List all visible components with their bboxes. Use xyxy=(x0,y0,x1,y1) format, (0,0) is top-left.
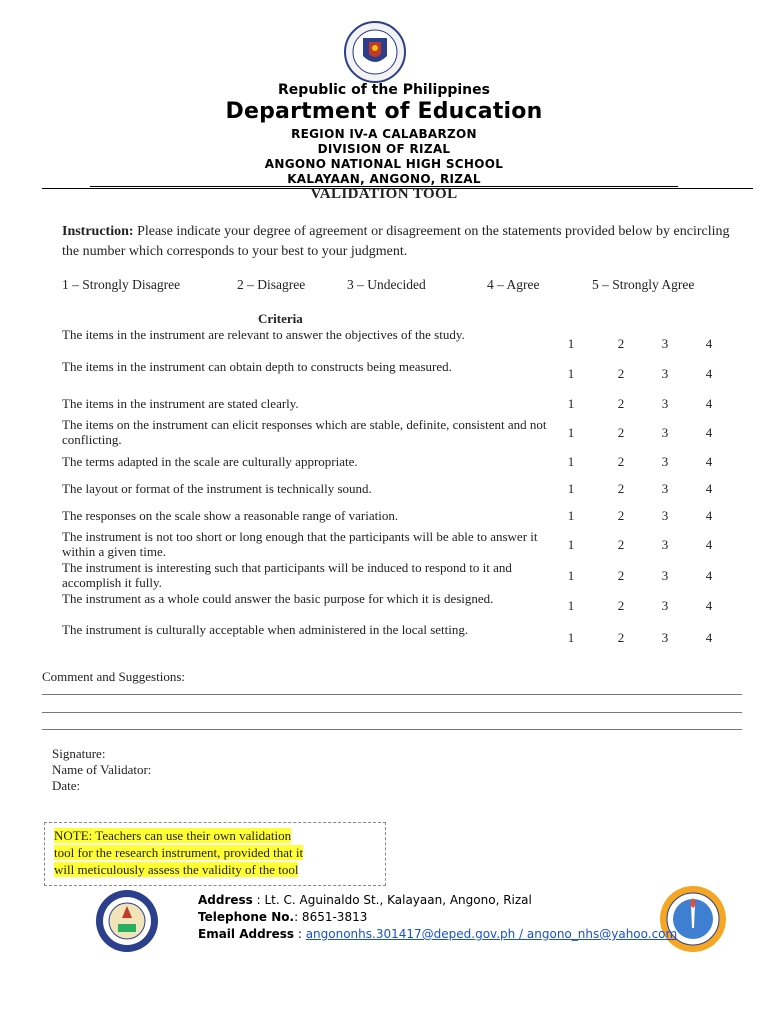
rating-option[interactable]: 2 xyxy=(617,598,625,613)
signature-label: Signature: xyxy=(52,746,106,761)
rating-option[interactable]: 3 xyxy=(661,454,669,469)
rating-option[interactable]: 1 xyxy=(567,396,575,411)
rating-option[interactable]: 2 xyxy=(617,425,625,440)
rating-option[interactable]: 2 xyxy=(617,630,625,645)
rizal-seal xyxy=(658,884,728,954)
rating-option[interactable]: 4 xyxy=(705,568,713,583)
rating-option[interactable]: 4 xyxy=(705,508,713,523)
rating-option[interactable]: 4 xyxy=(705,454,713,469)
criterion-6: The layout or format of the instrument is technically sound. xyxy=(62,481,372,496)
criterion-4: The items on the instrument can elicit responses which are stable, definite, consistent and not conflicting. xyxy=(62,417,547,447)
criterion-2: The items in the instrument can obtain depth to constructs being measured. xyxy=(62,359,452,374)
comment-line[interactable] xyxy=(42,729,742,730)
scale-strongly-agree: 5 – Strongly Agree xyxy=(592,277,695,292)
school-heading: ANGONO NATIONAL HIGH SCHOOL xyxy=(264,157,504,171)
criterion-9: The instrument is interesting such that participants will be induced to respond to it and accomplish it fully. xyxy=(62,560,512,590)
email-link[interactable]: angononhs.301417@deped.gov.ph / angono_nhs@yahoo.com xyxy=(305,927,678,941)
note-text xyxy=(54,827,384,878)
rating-option[interactable]: 2 xyxy=(617,366,625,381)
note-line-1: NOTE: Teachers can use their own validation xyxy=(54,828,292,843)
rating-option[interactable]: 4 xyxy=(705,481,713,496)
form-title: VALIDATION TOOL xyxy=(310,186,458,202)
validator-label: Name of Validator: xyxy=(52,762,152,777)
note-line-2: tool for the research instrument, provided that it xyxy=(54,845,304,860)
rating-option[interactable]: 2 xyxy=(617,508,625,523)
rating-option[interactable]: 1 xyxy=(567,508,575,523)
scale-disagree: 2 – Disagree xyxy=(237,277,306,292)
rating-option[interactable]: 4 xyxy=(705,630,713,645)
rating-option[interactable]: 1 xyxy=(567,568,575,583)
criterion-8: The instrument is not too short or long enough that the participants will be able to answer it within a given time. xyxy=(62,529,538,559)
rating-option[interactable]: 1 xyxy=(567,481,575,496)
rating-option[interactable]: 1 xyxy=(567,537,575,552)
email-label: Email Address xyxy=(198,927,295,941)
rating-option[interactable]: 3 xyxy=(661,630,669,645)
comment-line[interactable] xyxy=(42,694,742,695)
rating-option[interactable]: 4 xyxy=(705,425,713,440)
rating-option[interactable]: 4 xyxy=(705,537,713,552)
school-seal xyxy=(94,888,160,954)
instruction-paragraph xyxy=(62,222,732,262)
criterion-7: The responses on the scale show a reasonable range of variation. xyxy=(62,508,399,523)
rating-option[interactable]: 3 xyxy=(661,336,669,351)
email-separator: : xyxy=(294,927,306,941)
rating-option[interactable]: 3 xyxy=(661,396,669,411)
rating-option[interactable]: 4 xyxy=(705,366,713,381)
region-heading: REGION IV-A CALABARZON xyxy=(291,127,477,141)
footer-phone xyxy=(198,910,367,924)
rating-option[interactable]: 3 xyxy=(661,537,669,552)
rating-option[interactable]: 1 xyxy=(567,454,575,469)
instruction-label: Instruction: xyxy=(62,224,134,239)
rating-option[interactable]: 3 xyxy=(661,425,669,440)
location-heading: KALAYAAN, ANGONO, RIZAL xyxy=(287,172,481,186)
criterion-11: The instrument is culturally acceptable when administered in the local setting. xyxy=(62,622,469,637)
rating-option[interactable]: 2 xyxy=(617,568,625,583)
scale-agree: 4 – Agree xyxy=(487,277,540,292)
note-line-3: will meticulously assess the validity of the tool xyxy=(54,862,299,877)
footer-email xyxy=(198,927,677,941)
rating-option[interactable]: 3 xyxy=(661,366,669,381)
division-heading: DIVISION OF RIZAL xyxy=(317,142,451,156)
criteria-heading: Criteria xyxy=(258,311,303,326)
rating-option[interactable]: 1 xyxy=(567,425,575,440)
rating-option[interactable]: 2 xyxy=(617,454,625,469)
criterion-3: The items in the instrument are stated clearly. xyxy=(62,396,299,411)
rating-option[interactable]: 2 xyxy=(617,537,625,552)
department-heading: Department of Education xyxy=(225,99,543,124)
criterion-10: The instrument as a whole could answer the basic purpose for which it is designed. xyxy=(62,591,494,606)
date-label: Date: xyxy=(52,778,81,793)
rating-option[interactable]: 3 xyxy=(661,598,669,613)
rating-option[interactable]: 1 xyxy=(567,336,575,351)
rating-option[interactable]: 4 xyxy=(705,598,713,613)
rating-option[interactable]: 1 xyxy=(567,598,575,613)
rating-option[interactable]: 2 xyxy=(617,396,625,411)
republic-heading: Republic of the Philippines xyxy=(278,82,490,98)
criterion-1: The items in the instrument are relevant to answer the objectives of the study. xyxy=(62,327,465,342)
comment-label: Comment and Suggestions: xyxy=(42,669,185,684)
footer-address xyxy=(198,893,532,907)
phone-label: Telephone No. xyxy=(198,910,295,924)
address-value: : Lt. C. Aguinaldo St., Kalayaan, Angono, Rizal xyxy=(252,893,532,907)
comment-line[interactable] xyxy=(42,712,742,713)
rating-option[interactable]: 4 xyxy=(705,396,713,411)
rating-option[interactable]: 4 xyxy=(705,336,713,351)
rating-option[interactable]: 1 xyxy=(567,630,575,645)
address-label: Address xyxy=(198,893,253,907)
criterion-5: The terms adapted in the scale are culturally appropriate. xyxy=(62,454,358,469)
rating-option[interactable]: 3 xyxy=(661,508,669,523)
scale-undecided: 3 – Undecided xyxy=(347,277,426,292)
rating-option[interactable]: 1 xyxy=(567,366,575,381)
rating-option[interactable]: 2 xyxy=(617,481,625,496)
rating-option[interactable]: 2 xyxy=(617,336,625,351)
scale-strongly-disagree: 1 – Strongly Disagree xyxy=(62,277,181,292)
rating-option[interactable]: 3 xyxy=(661,568,669,583)
rating-option[interactable]: 3 xyxy=(661,481,669,496)
phone-value: : 8651-3813 xyxy=(294,910,368,924)
deped-seal xyxy=(339,20,411,84)
instruction-text: Please indicate your degree of agreement or disagreement on the statements provided below by encircling the number which corresponds to your best to your judgment. xyxy=(62,224,730,259)
